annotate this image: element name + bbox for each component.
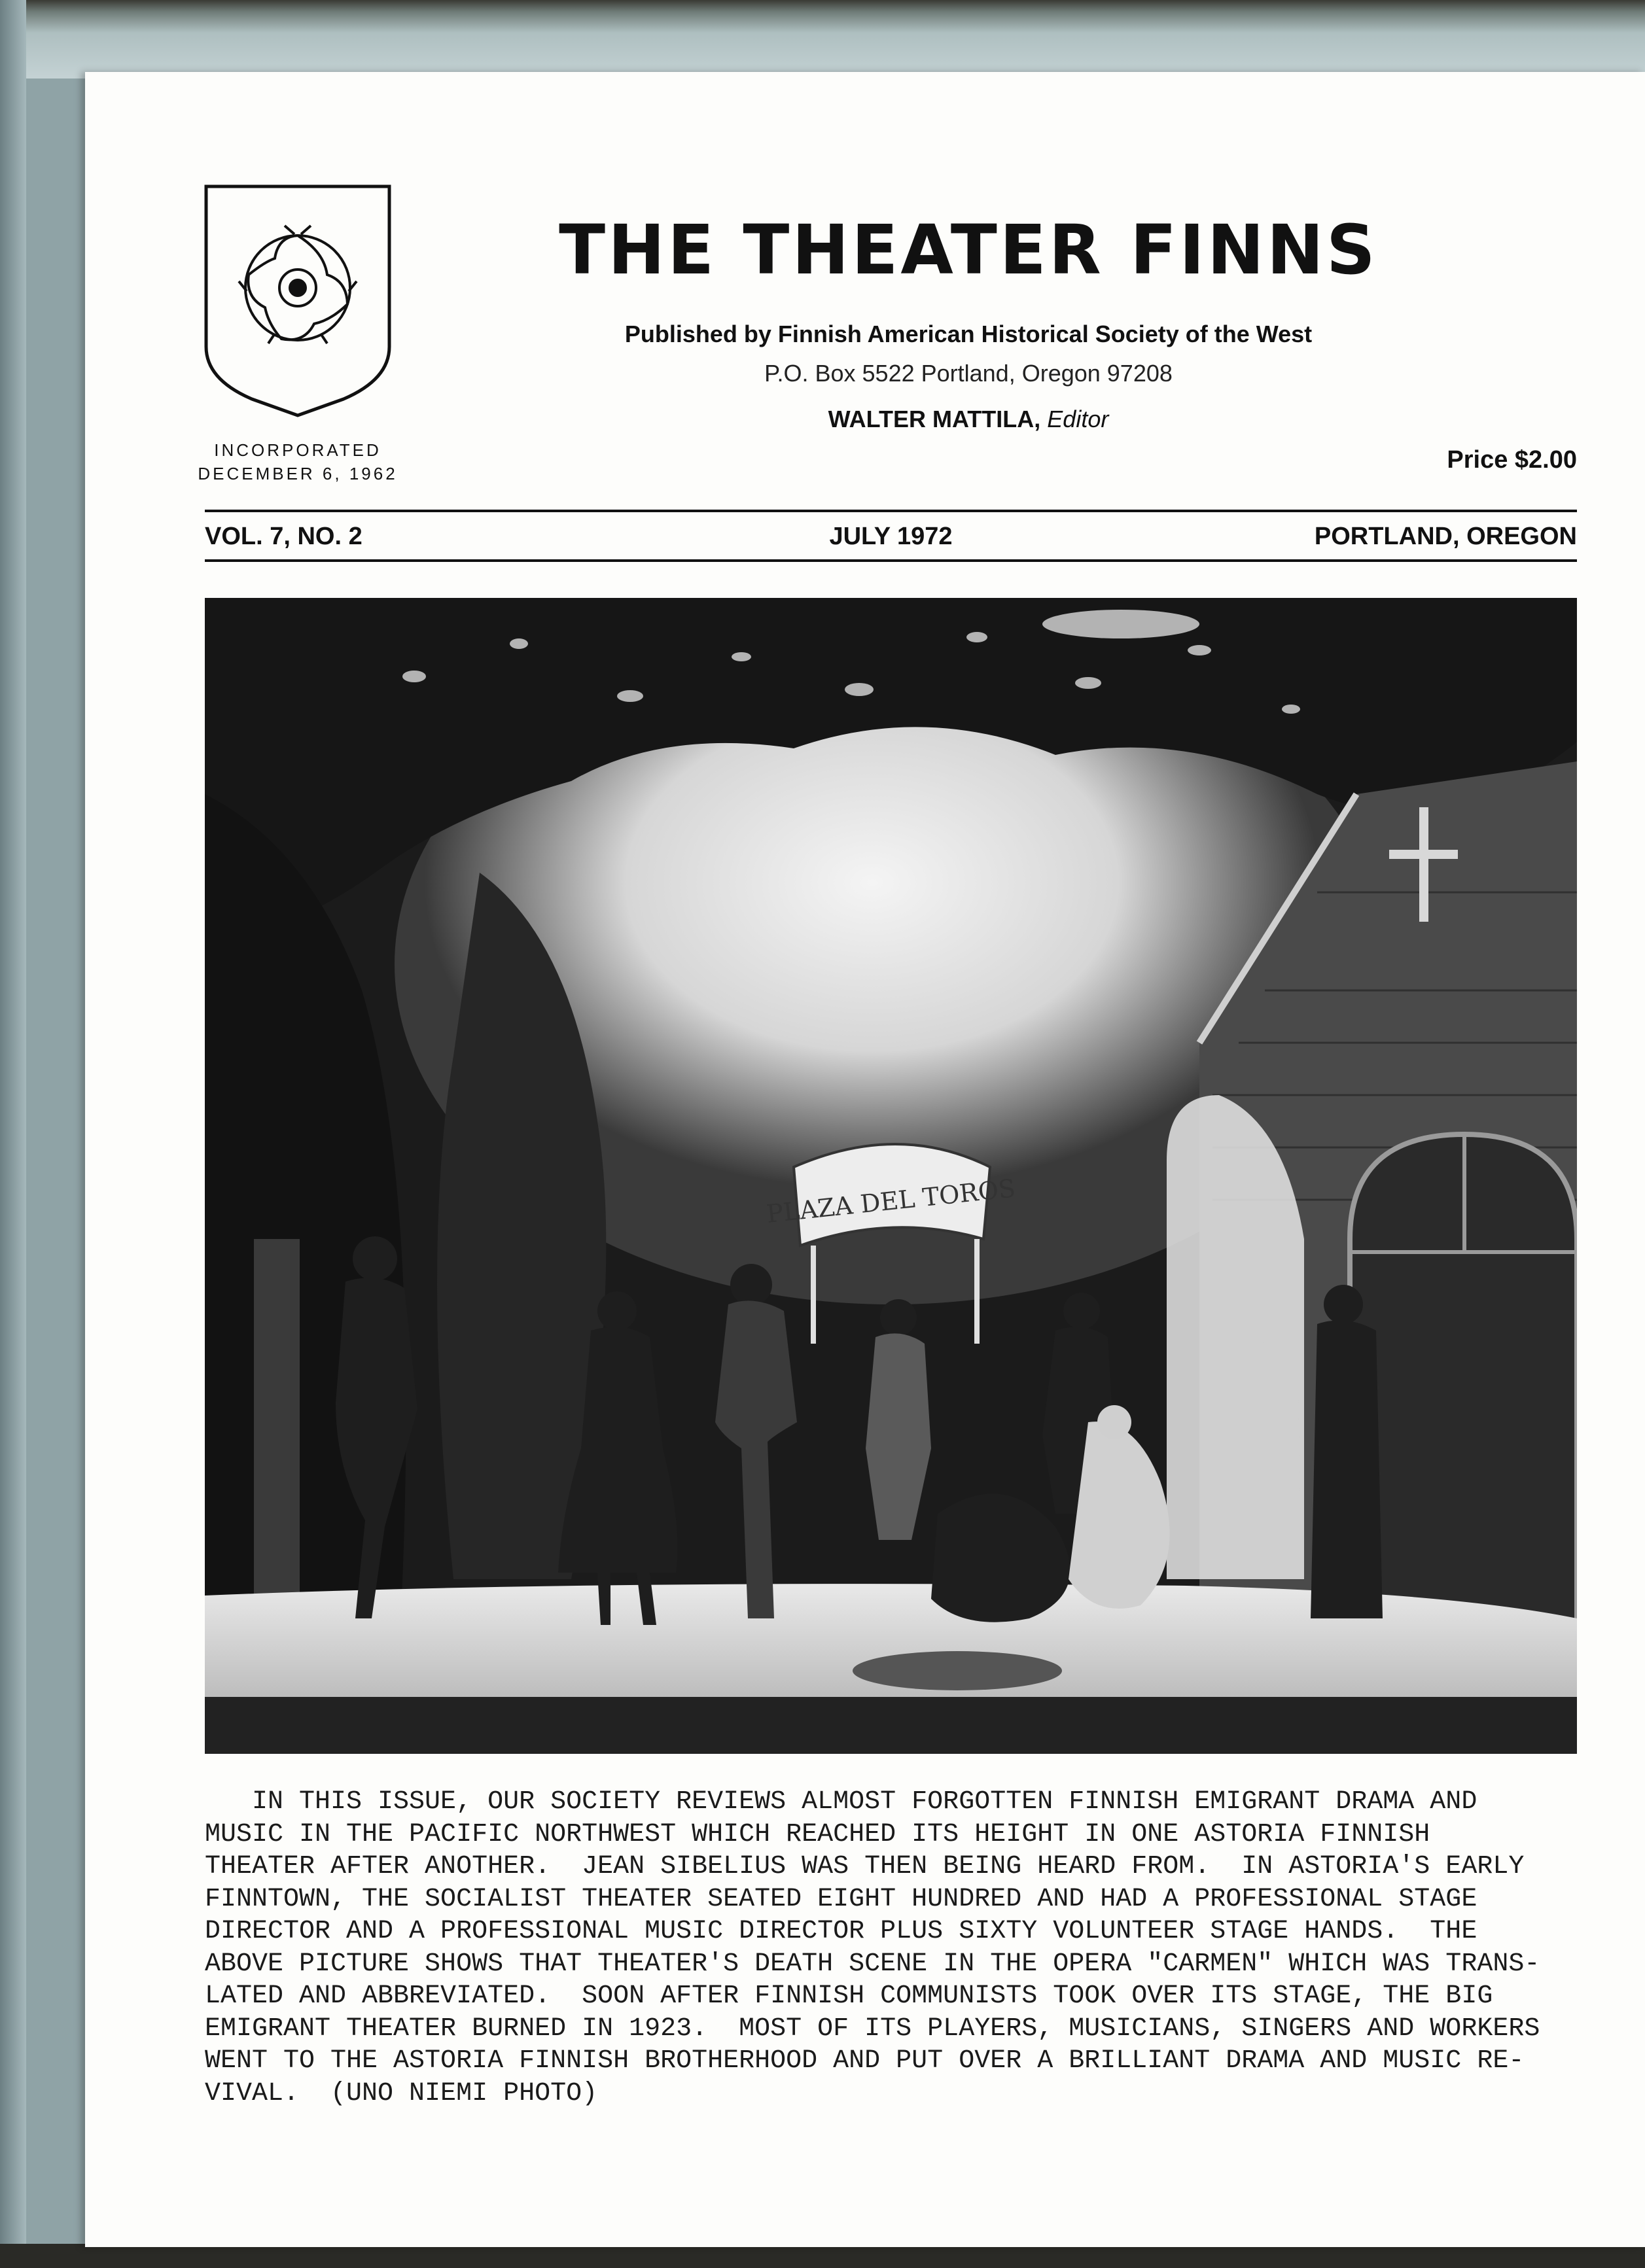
caption-line: VIVAL. (UNO NIEMI PHOTO) [205, 2078, 598, 2108]
mailing-address: P.O. Box 5522 Portland, Oregon 97208 [764, 360, 1173, 387]
newsletter-title: THE THEATER FINNS [559, 210, 1378, 290]
header-rule-top [205, 510, 1577, 512]
caption-line: IN THIS ISSUE, OUR SOCIETY REVIEWS ALMOST FORGOTTEN FINNISH EMIGRANT DRAMA AND [205, 1787, 1477, 1817]
header-rule-bottom [205, 559, 1577, 562]
caption-line: MUSIC IN THE PACIFIC NORTHWEST WHICH REACHED ITS HEIGHT IN ONE ASTORIA FINNISH [205, 1819, 1430, 1849]
issue-info-row [205, 518, 1577, 555]
volume-number: VOL. 7, NO. 2 [205, 523, 363, 550]
rose-emblem-icon [203, 183, 393, 419]
scanner-background-left [0, 0, 26, 2268]
editor-role: Editor [1047, 406, 1109, 432]
stage-photograph [205, 598, 1577, 1754]
plaza-sign-text: PLAZA DEL TOROS [765, 1174, 1017, 1229]
caption-line: THEATER AFTER ANOTHER. JEAN SIBELIUS WAS THEN BEING HEARD FROM. IN ASTORIA'S EARLY [205, 1852, 1525, 1881]
price-label: Price $2.00 [1447, 446, 1577, 474]
scanner-background-top [0, 0, 1645, 79]
caption-line: WENT TO THE ASTORIA FINNISH BROTHERHOOD AND PUT OVER A BRILLIANT DRAMA AND MUSIC RE- [205, 2046, 1525, 2076]
caption-line: ABOVE PICTURE SHOWS THAT THEATER'S DEATH SCENE IN THE OPERA "CARMEN" WHICH WAS TRANS- [205, 1949, 1540, 1979]
caption-line: DIRECTOR AND A PROFESSIONAL MUSIC DIRECTOR PLUS SIXTY VOLUNTEER STAGE HANDS. THE [205, 1917, 1477, 1946]
issue-place: PORTLAND, OREGON [1314, 523, 1577, 550]
incorporated-line2: DECEMBER 6, 1962 [198, 464, 398, 483]
incorporated-note [190, 438, 406, 485]
editor-name: WALTER MATTILA, [828, 406, 1041, 432]
publisher-line: Published by Finnish American Historical Society of the West [624, 321, 1313, 347]
caption-line: LATED AND ABBREVIATED. SOON AFTER FINNISH COMMUNISTS TOOK OVER ITS STAGE, THE BIG [205, 1981, 1493, 2011]
scanner-background-bottom [0, 2244, 1645, 2268]
caption-line: FINNTOWN, THE SOCIALIST THEATER SEATED EIGHT HUNDRED AND HAD A PROFESSIONAL STAGE [205, 1884, 1477, 1914]
caption-line: EMIGRANT THEATER BURNED IN 1923. MOST OF ITS PLAYERS, MUSICIANS, SINGERS AND WORKERS [205, 2014, 1540, 2044]
editor-line [497, 406, 1440, 433]
photo-caption [205, 1786, 1612, 2110]
incorporated-line1: INCORPORATED [214, 440, 381, 460]
issue-date: JULY 1972 [829, 523, 953, 550]
society-crest [203, 183, 393, 419]
